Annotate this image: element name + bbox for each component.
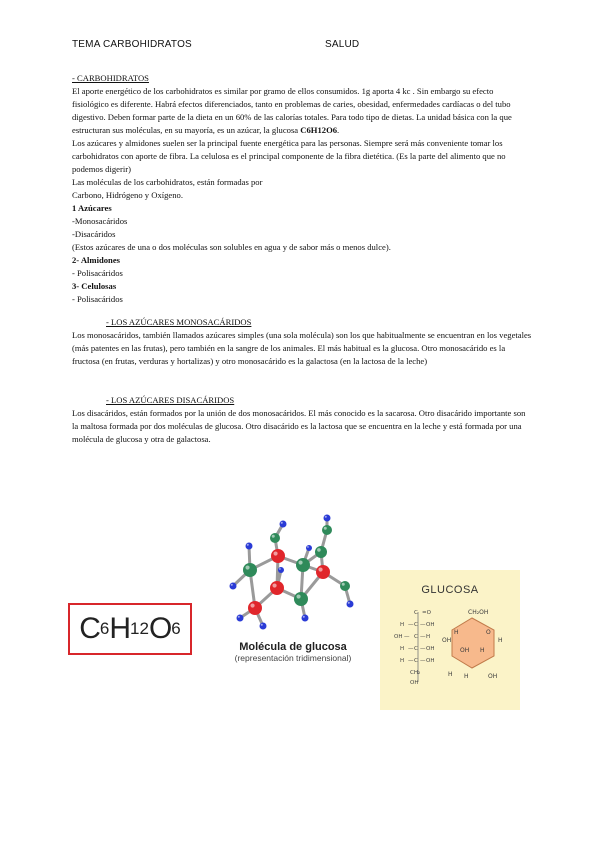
svg-text:C: C bbox=[414, 622, 418, 628]
list-item: 1 Azúcares bbox=[72, 203, 112, 213]
molecule-caption-subtitle: (representación tridimensional) bbox=[234, 653, 352, 663]
carbon-atom bbox=[294, 592, 308, 606]
list-item: (Estos azúcares de una o dos moléculas son solubles en agua y de sabor más o menos dulce). bbox=[72, 242, 391, 252]
atom-highlight bbox=[245, 565, 249, 569]
section-title-carbohidratos: - CARBOHIDRATOS bbox=[72, 73, 149, 83]
atom-highlight bbox=[273, 551, 277, 555]
glucosa-structure-figure bbox=[380, 570, 520, 710]
carbon-atom bbox=[296, 558, 310, 572]
svg-text:—: — bbox=[408, 646, 414, 652]
atom-highlight bbox=[272, 535, 275, 538]
carbon-atom bbox=[243, 563, 257, 577]
hydrogen-atom bbox=[347, 601, 354, 608]
atom-highlight bbox=[317, 548, 321, 552]
formula-inline: C6H12O6 bbox=[300, 125, 338, 135]
formula-c: C bbox=[79, 612, 100, 645]
atom-highlight bbox=[231, 584, 233, 586]
atom-highlight bbox=[279, 568, 281, 570]
paragraph-aporte: El aporte energético de los carbohidratos es similar por gramo de ellos consumidos. 1g aporta 4 kc . Sin embargo su efecto fisiológico es diferente. Habrá efectos diferenciados, tanto en problemas de caries, obesidad, enfermedades cardíacas o del tubo digestivo. Deben formar parte de la dieta en un 60% de las calorías totales. Para todo tipo de dietas. La unidad básica con la que estructuran sus moléculas, en su mayoría, es un azúcar, la glucosa C6H12O6. bbox=[72, 86, 512, 135]
carbon-atom bbox=[315, 546, 327, 558]
svg-text:—: — bbox=[420, 658, 426, 664]
atom-highlight bbox=[348, 602, 350, 604]
atom-highlight bbox=[303, 616, 305, 618]
svg-text:C: C bbox=[414, 658, 418, 664]
atom-highlight bbox=[238, 616, 240, 618]
atom-highlight bbox=[318, 567, 322, 571]
svg-text:H: H bbox=[400, 646, 405, 652]
oxygen-atom bbox=[316, 565, 330, 579]
carbon-atom bbox=[322, 525, 332, 535]
section-title-monosacaridos: - LOS AZÚCARES MONOSACÁRIDOS bbox=[106, 317, 252, 327]
hydrogen-atom bbox=[246, 543, 253, 550]
hydrogen-atom bbox=[280, 521, 287, 528]
svg-text:=O: =O bbox=[422, 610, 431, 616]
svg-text:H: H bbox=[480, 647, 485, 654]
hydrogen-atom bbox=[306, 545, 312, 551]
list-item: -Monosacáridos bbox=[72, 216, 128, 226]
oxygen-atom bbox=[271, 549, 285, 563]
svg-text:C: C bbox=[414, 646, 418, 652]
svg-text:—: — bbox=[420, 634, 426, 640]
glucosa-diagram bbox=[380, 570, 520, 710]
svg-text:C: C bbox=[414, 610, 418, 616]
carbon-atom bbox=[340, 581, 350, 591]
paragraph-monosacaridos: Los monosacáridos, también llamados azúcares simples (una sola molécula) son los que habitualmente se encuentran en los vegetales (más patentes en las frutas), pero también en la sangre de los animales. El más habitual es la glucosa. Otro monosacárido es la fructosa (en frutas, verduras y hortalizas) y otro monosacárido es la galactosa (en la lactosa de la leche) bbox=[72, 330, 532, 366]
svg-text:—: — bbox=[420, 622, 426, 628]
svg-text:OH: OH bbox=[426, 658, 435, 664]
atom-highlight bbox=[296, 594, 300, 598]
svg-text:—: — bbox=[408, 622, 414, 628]
hydrogen-atom bbox=[237, 615, 244, 622]
formula-12: 12 bbox=[130, 619, 149, 638]
hydrogen-atom bbox=[260, 623, 267, 630]
atom-highlight bbox=[250, 603, 254, 607]
svg-text:H: H bbox=[400, 622, 405, 628]
svg-text:O: O bbox=[486, 629, 491, 636]
atom-highlight bbox=[307, 546, 309, 548]
formula-6b: 6 bbox=[171, 619, 181, 638]
list-item: -Disacáridos bbox=[72, 229, 116, 239]
document-body bbox=[72, 72, 532, 446]
hydrogen-atom bbox=[302, 615, 309, 622]
glucosa-ring bbox=[452, 618, 494, 668]
svg-text:—: — bbox=[408, 658, 414, 664]
svg-text:CH₂OH: CH₂OH bbox=[468, 609, 489, 616]
svg-text:H: H bbox=[426, 634, 431, 640]
svg-text:—: — bbox=[404, 634, 410, 640]
paragraph-disacaridos: Los disacáridos, están formados por la unión de dos monosacáridos. El más conocido es la sacarosa. Otro disacárido importante son la maltosa formada por dos moléculas de glucosa. Otro disacárido es la lactosa que se encuentra en la leche y está formada por una molécula de glucosa y otra de galactosa. bbox=[72, 408, 526, 444]
formula-h: H bbox=[109, 612, 131, 645]
svg-text:H: H bbox=[454, 629, 459, 636]
svg-text:H: H bbox=[498, 637, 503, 644]
svg-text:OH: OH bbox=[426, 646, 435, 652]
list-item: - Polisacáridos bbox=[72, 294, 123, 304]
list-item: 2- Almidones bbox=[72, 255, 120, 265]
molecule-caption-title: Molécula de glucosa bbox=[239, 641, 347, 653]
svg-text:H: H bbox=[448, 671, 453, 678]
molecule-caption bbox=[218, 641, 368, 663]
svg-text:OH: OH bbox=[442, 637, 452, 644]
glucose-3d-molecule-figure bbox=[205, 508, 365, 638]
oxygen-atom bbox=[270, 581, 284, 595]
glucosa-title: GLUCOSA bbox=[421, 584, 479, 596]
list-item: - Polisacáridos bbox=[72, 268, 123, 278]
atom-highlight bbox=[281, 522, 283, 524]
formula-6a: 6 bbox=[99, 619, 110, 638]
header-topic: TEMA CARBOHIDRATOS bbox=[72, 39, 192, 50]
carbohidratos-list bbox=[72, 202, 532, 306]
oxygen-atom bbox=[248, 601, 262, 615]
svg-text:OH: OH bbox=[488, 673, 498, 680]
atom-highlight bbox=[272, 583, 276, 587]
glucose-formula-figure bbox=[68, 603, 192, 655]
hydrogen-atom bbox=[230, 583, 237, 590]
svg-text:OH: OH bbox=[394, 634, 403, 640]
svg-text:C: C bbox=[414, 634, 418, 640]
svg-text:OH: OH bbox=[426, 622, 435, 628]
svg-text:OH: OH bbox=[460, 647, 470, 654]
atom-highlight bbox=[247, 544, 249, 546]
hydrogen-atom bbox=[278, 567, 284, 573]
atom-highlight bbox=[342, 583, 345, 586]
atom-highlight bbox=[261, 624, 263, 626]
svg-text:CH₂: CH₂ bbox=[410, 670, 421, 676]
formula-o: O bbox=[148, 612, 172, 645]
paragraph-azucares: Los azúcares y almidones suelen ser la principal fuente energética para las personas. Siempre será más conveniente tomar los carbohidratos con aporte de fibra. La celulosa es el principal componente de la fibra dietética. (Es la parte del alimento que no podemos digerir) bbox=[72, 138, 506, 174]
svg-text:OH: OH bbox=[410, 680, 419, 686]
paragraph-elementos: Carbono, Hidrógeno y Oxígeno. bbox=[72, 190, 183, 200]
svg-text:H: H bbox=[400, 658, 405, 664]
svg-text:—: — bbox=[420, 646, 426, 652]
section-title-disacaridos: - LOS AZÚCARES DISACÁRIDOS bbox=[106, 395, 235, 405]
list-item: 3- Celulosas bbox=[72, 281, 117, 291]
paragraph-moleculas: Las moléculas de los carbohidratos, están formadas por bbox=[72, 177, 263, 187]
carbon-atom bbox=[270, 533, 280, 543]
atom-highlight bbox=[298, 560, 302, 564]
hydrogen-atom bbox=[324, 515, 331, 522]
atom-highlight bbox=[325, 516, 327, 518]
header-subject: SALUD bbox=[325, 39, 360, 50]
svg-text:H: H bbox=[464, 673, 469, 680]
atom-highlight bbox=[324, 527, 327, 530]
